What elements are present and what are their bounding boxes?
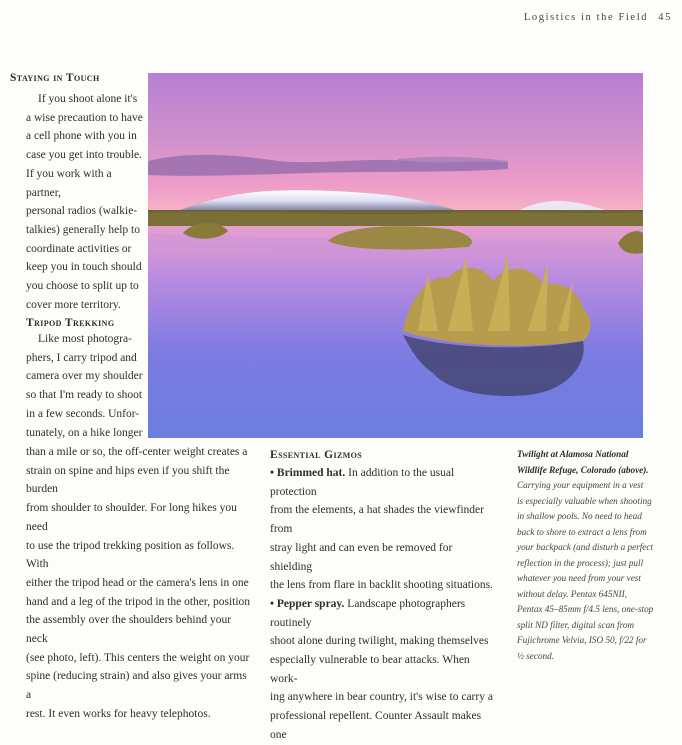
text-line: in a few seconds. Unfor- (26, 407, 140, 420)
caption-title-line: Wildlife Refuge, Colorado (above). (517, 464, 649, 475)
text-line: spine (reducing strain) and also gives your arms a (26, 670, 247, 702)
text-line: phers, I carry tripod and (26, 351, 137, 364)
text-line: from shoulder to shoulder. For long hikes you need (26, 502, 237, 533)
caption-line: Fujichrome Velvia, ISO 50, f/22 for (517, 635, 647, 645)
text-line: than a mile or so, the off-center weight creates a (26, 446, 248, 458)
text-line: either the tripod head or the camera's lens in one (26, 576, 249, 589)
page-number: 45 (658, 12, 672, 23)
text-line: If you work with a partner, (26, 167, 112, 199)
text-line: hand and a leg of the tripod in the other, position (26, 595, 251, 608)
text-line: rest. It even works for heavy telephotos. (26, 707, 211, 720)
running-head (524, 12, 672, 23)
text-line: Like most photogra- (38, 333, 132, 345)
tripod-trekking-wide (26, 443, 251, 724)
text-line: ing anywhere in bear country, it's wise to carry a (270, 691, 493, 704)
photo-caption (517, 447, 657, 664)
text-line: so that I'm ready to shoot (26, 389, 143, 402)
text-line: especially vulnerable to bear attacks. When work- (270, 654, 470, 685)
caption-line: without delay. Pentax 645NII, (517, 588, 627, 599)
text-line: you choose to split up to (26, 280, 139, 293)
essential-gizmos-heading: Essential Gizmos (270, 449, 363, 461)
landscape-illustration (148, 73, 643, 438)
text-line: camera over my shoulder (26, 370, 143, 383)
caption-line: Carrying your equipment in a vest (517, 480, 644, 490)
text-span: Landscape photographers routinely (270, 597, 466, 629)
text-line: from the elements, a hat shades the viewfinder from (270, 504, 484, 536)
caption-line: your backpack (and disturb a perfect (517, 542, 653, 552)
text-span: In addition to the usual protection (270, 467, 455, 498)
sky (148, 73, 643, 213)
brimmed-hat-title: • Brimmed hat. (270, 467, 346, 479)
running-head-section: Logistics in the Field (523, 12, 649, 23)
text-line: cover more territory. (26, 298, 121, 311)
caption-title-line: Twilight at Alamosa National (517, 449, 629, 459)
caption-line: whatever you need from your vest (517, 573, 641, 583)
text-line: the assembly over the shoulders behind your neck (26, 614, 232, 646)
text-line: stray light and can even be removed for shielding (270, 541, 453, 573)
text-line: case you get into trouble. (26, 149, 142, 162)
caption-line: reflection in the process); just pull (517, 557, 644, 568)
caption-line: in shallow pools. No need to head (517, 511, 642, 521)
text-line: talkies) generally help to (26, 223, 141, 236)
text-line: personal radios (walkie- (26, 205, 138, 218)
caption-line: back to shore to extract a lens from (517, 526, 647, 537)
staying-in-touch-heading: Staying in Touch (10, 72, 100, 84)
text-line: coordinate activities or (26, 242, 132, 255)
text-line: the lens from flare in backlit shooting situations. (270, 579, 493, 592)
essential-gizmos-body (270, 464, 495, 745)
text-line (270, 464, 495, 501)
text-line (270, 595, 495, 632)
staying-in-touch-body (26, 90, 146, 314)
tripod-trekking-heading: Tripod Trekking (26, 317, 115, 329)
tripod-trekking-narrow (26, 330, 146, 442)
text-line: professional repellent. Counter Assault makes one (270, 710, 482, 741)
text-line: to use the tripod trekking position as follows. With (26, 539, 235, 571)
text-line: strain on spine and hips even if you shift the burden (26, 464, 230, 496)
text-line: a wise precaution to have (26, 111, 143, 124)
text-line: (see photo, left). This centers the weight on your (26, 651, 250, 664)
twilight-wetland-photo (148, 73, 643, 438)
text-line: shoot alone during twilight, making themselves (270, 635, 489, 648)
caption-line: is especially valuable when shooting (517, 495, 652, 506)
pepper-spray-title: • Pepper spray. (270, 597, 345, 610)
text-line: If you shoot alone it's (38, 93, 138, 105)
text-line: tunately, on a hike longer (26, 426, 143, 439)
caption-line: ½ second. (517, 650, 554, 661)
text-line: a cell phone with you in (26, 130, 137, 143)
caption-line: split ND filter, digital scan from (517, 619, 635, 630)
caption-line: Pentax 45–85mm f/4.5 lens, one-stop (517, 604, 654, 614)
text-line: keep you in touch should (26, 261, 142, 274)
